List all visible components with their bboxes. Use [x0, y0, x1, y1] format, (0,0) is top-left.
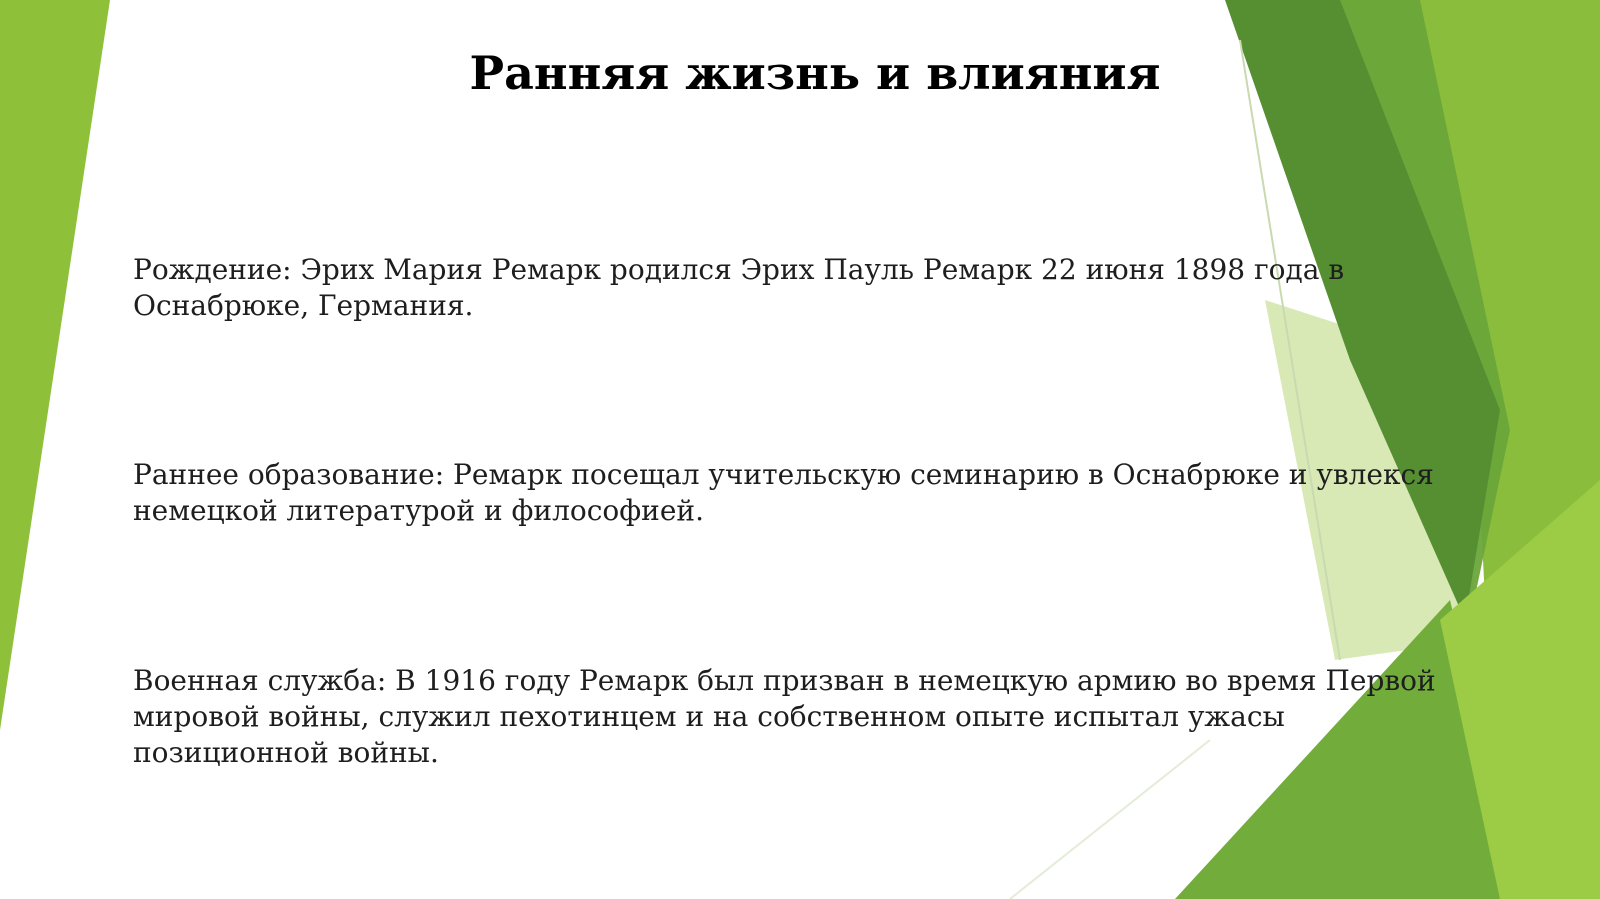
paragraph-education: Раннее образование: Ремарк посещал учительскую семинарию в Оснабрюке и увлекся немецкой литературой и философией.: [133, 458, 1434, 527]
paragraph-military-service: Военная служба: В 1916 году Ремарк был призван в немецкую армию во время Первой мировой войны, служил пехотинцем и на собственном опыте испытал ужасы позиционной войны.: [133, 664, 1436, 769]
left-green-shape: [0, 0, 110, 730]
paragraph-birth: Рождение: Эрих Мария Ремарк родился Эрих Пауль Ремарк 22 июня 1898 года в Оснабрюке, Германия.: [133, 253, 1345, 322]
slide-title: Ранняя жизнь и влияния: [469, 46, 1161, 100]
